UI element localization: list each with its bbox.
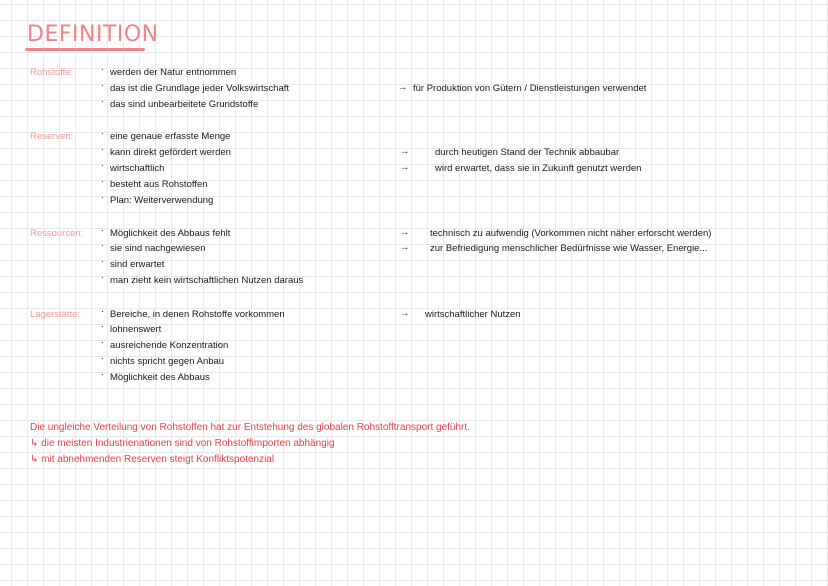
bullet-icon: · [101,353,104,363]
list-item: kann direkt gefördert werden [110,147,231,158]
page-title: DEFINITION [27,22,159,47]
note-text: für Produktion von Gütern / Dienstleistungen verwendet [413,83,647,94]
bullet-icon: · [101,128,104,138]
bullet-icon: · [101,306,104,316]
section-label: Reserven: [30,131,74,142]
list-item: eine genaue erfasste Menge [110,131,231,142]
bullet-icon: · [101,176,104,186]
bullet-icon: · [101,80,104,90]
summary-sub-text: die meisten Industrienationen sind von Rohstoffimporten abhängig [41,438,335,449]
sub-arrow-icon: ↳ [30,438,39,449]
list-item: Bereiche, in denen Rohstoffe vorkommen [110,309,285,320]
arrow-icon: → [400,146,410,157]
bullet-icon: · [101,96,104,106]
bullet-icon: · [101,64,104,74]
arrow-icon: → [400,242,410,253]
bullet-icon: · [101,144,104,154]
arrow-icon: → [400,308,410,319]
bullet-icon: · [101,369,104,379]
list-item: Möglichkeit des Abbaus [110,372,210,383]
list-item: Plan: Weiterverwendung [110,195,214,206]
note-text: wird erwartet, dass sie in Zukunft genutzt werden [435,163,642,174]
list-item: werden der Natur entnommen [110,67,237,78]
section-label: Lagerstätte: [30,309,81,320]
list-item: das sind unbearbeitete Grundstoffe [110,99,259,110]
bullet-icon: · [101,160,104,170]
list-item: Möglichkeit des Abbaus fehlt [110,228,231,239]
list-item: sind erwartet [110,259,165,270]
list-item: besteht aus Rohstoffen [110,179,208,190]
summary-main: Die ungleiche Verteilung von Rohstoffen hat zur Entstehung des globalen Rohstofftransport geführt. [30,422,470,433]
summary-sub-1 [30,438,335,450]
arrow-icon: → [400,227,410,238]
arrow-icon: → [398,82,408,93]
sub-arrow-icon: ↳ [30,454,39,465]
bullet-icon: · [101,192,104,202]
note-text: zur Befriedigung menschlicher Bedürfnisse wie Wasser, Energie... [430,243,708,254]
note-text: durch heutigen Stand der Technik abbaubar [435,147,620,158]
list-item: ausreichende Konzentration [110,340,229,351]
bullet-icon: · [101,225,104,235]
bullet-icon: · [101,256,104,266]
list-item: das ist die Grundlage jeder Volkswirtschaft [110,83,290,94]
bullet-icon: · [101,272,104,282]
arrow-icon: → [400,162,410,173]
bullet-icon: · [101,337,104,347]
section-label: Rohstoffe: [30,67,74,78]
bullet-icon: · [101,240,104,250]
title-underline [25,48,145,51]
list-item: nichts spricht gegen Anbau [110,356,225,367]
section-label: Ressourcen: [30,228,84,239]
bullet-icon: · [101,321,104,331]
list-item: sie sind nachgewiesen [110,243,206,254]
summary-sub-2 [30,454,274,466]
list-item: wirtschaftlich [110,163,165,174]
note-text: technisch zu aufwendig (Vorkommen nicht näher erforscht werden) [430,228,712,239]
list-item: lohnenswert [110,324,162,335]
note-text: wirtschaftlicher Nutzen [425,309,521,320]
summary-sub-text: mit abnehmenden Reserven steigt Konfliktspotenzial [41,454,275,465]
list-item: man zieht kein wirtschaftlichen Nutzen daraus [110,275,304,286]
